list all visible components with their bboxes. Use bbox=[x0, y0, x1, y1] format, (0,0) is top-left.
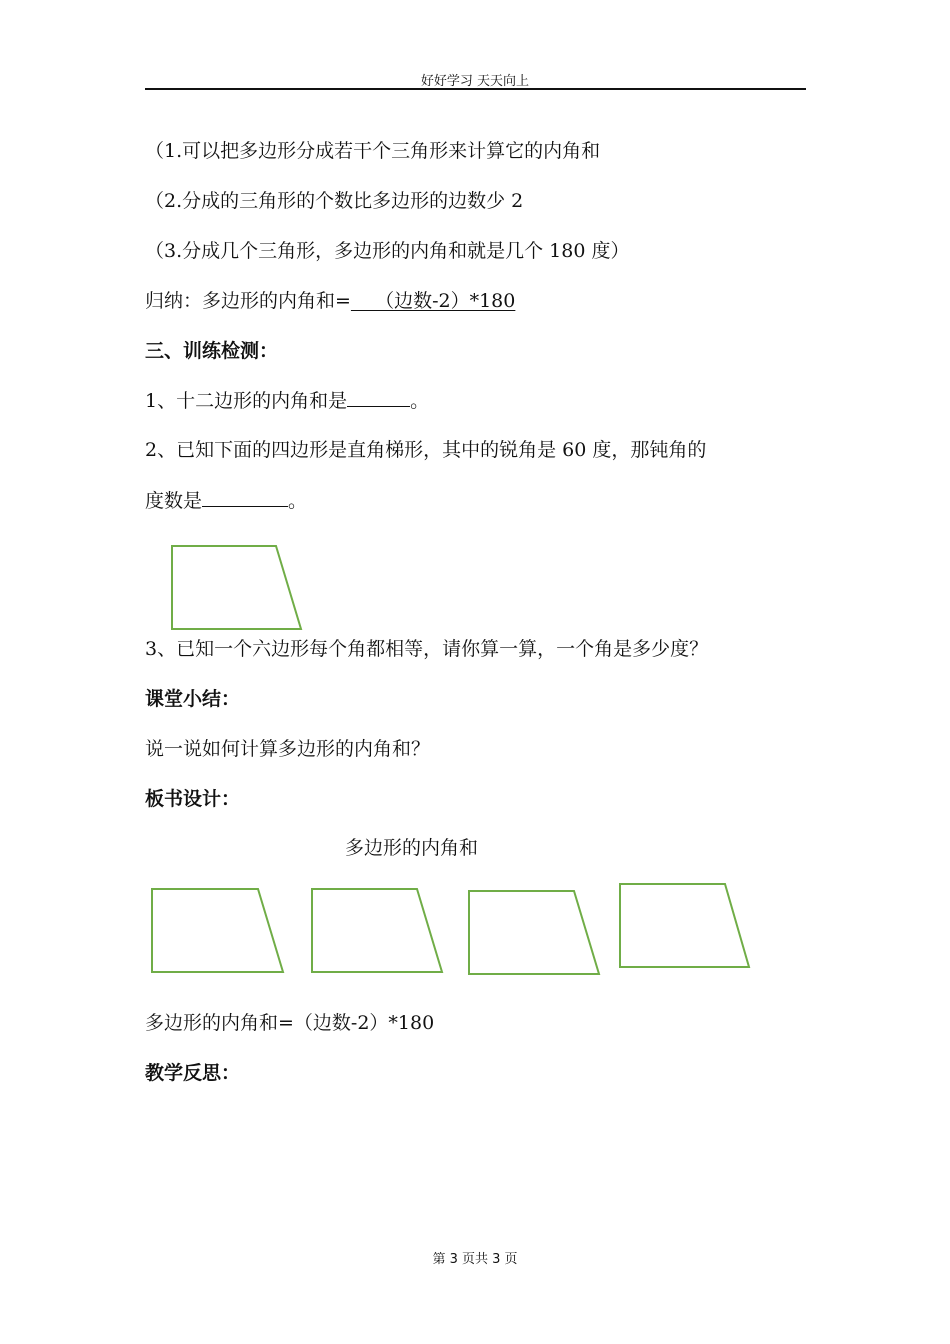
trapezoid-question-figure bbox=[172, 546, 301, 629]
trapezoid-board-1 bbox=[152, 889, 283, 972]
point-3: （3.分成几个三角形，多边形的内角和就是几个 180 度） bbox=[145, 240, 630, 262]
point-2: （2.分成的三角形的个数比多边形的边数少 2 bbox=[145, 190, 524, 212]
question-2-end: 。 bbox=[288, 490, 308, 512]
board-heading: 多边形的内角和 bbox=[345, 837, 479, 859]
trapezoid-board-2 bbox=[312, 889, 442, 972]
class-summary-text: 说一说如何计算多边形的内角和？ bbox=[145, 738, 431, 760]
page-header: 好好学习 天天向上 bbox=[420, 74, 530, 89]
trapezoid-board-3 bbox=[469, 891, 599, 974]
section-title-training: 三、训练检测： bbox=[145, 340, 279, 362]
trapezoid-board-4 bbox=[620, 884, 749, 967]
page-footer: 第 3 页共 3 页 bbox=[432, 1252, 518, 1267]
question-1-text: 1、十二边形的内角和是 bbox=[145, 390, 348, 412]
question-1-end: 。 bbox=[410, 390, 430, 412]
summary-answer: （边数-2）*180 bbox=[350, 290, 516, 312]
class-summary-title: 课堂小结： bbox=[145, 688, 241, 710]
question-3: 3、已知一个六边形每个角都相等，请你算一算，一个角是多少度？ bbox=[145, 638, 709, 660]
question-2-line1: 2、已知下面的四边形是直角梯形，其中的锐角是 60 度，那钝角的 bbox=[145, 439, 707, 461]
question-2-text: 度数是 bbox=[145, 490, 203, 512]
board-design-title: 板书设计： bbox=[145, 788, 241, 810]
board-formula: 多边形的内角和=（边数-2）*180 bbox=[145, 1012, 435, 1034]
reflection-title: 教学反思： bbox=[145, 1062, 241, 1084]
point-1: （1.可以把多边形分成若干个三角形来计算它的内角和 bbox=[145, 140, 601, 162]
summary-prefix: 归纳：多边形的内角和= bbox=[145, 290, 351, 312]
